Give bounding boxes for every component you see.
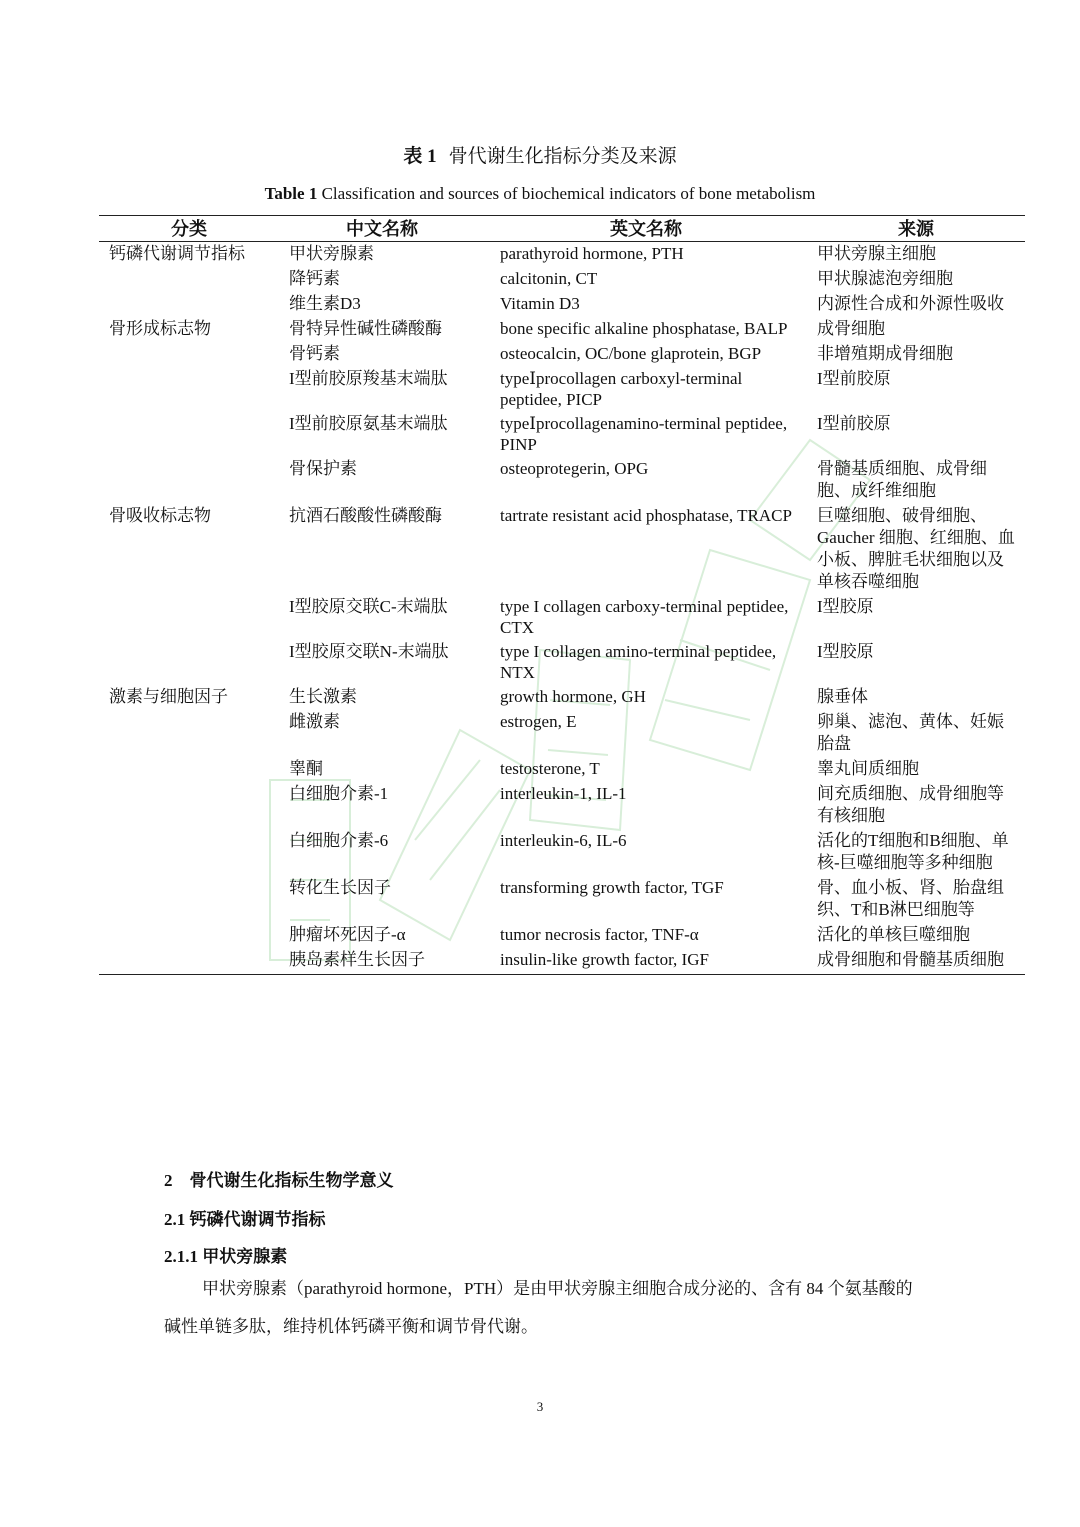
chinese-name-cell: I型前胶原羧基末端肽 (289, 369, 448, 388)
chinese-name-cell: 维生素D3 (289, 294, 361, 313)
category-cell (99, 292, 279, 317)
category-cell (99, 923, 279, 948)
source-cell: 非增殖期成骨细胞 (817, 344, 953, 363)
category-cell (99, 342, 279, 367)
table-row (99, 948, 1025, 975)
source-cell: 骨、血小板、肾、胎盘组织、T和B淋巴细胞等 (817, 878, 1004, 919)
table-caption-en (0, 184, 1080, 204)
category-cell: 骨形成标志物 (109, 319, 211, 338)
english-name-cell: typeⅠprocollagen carboxyl-terminal peptidee, PICP (500, 369, 743, 409)
source-cell: 活化的单核巨噬细胞 (817, 925, 970, 944)
table-row (99, 367, 1025, 412)
source-cell: 成骨细胞和骨髓基质细胞 (807, 948, 1025, 975)
english-name-cell: osteoprotegerin, OPG (500, 459, 649, 478)
english-name-cell: Vitamin D3 (500, 294, 580, 313)
table-row (99, 923, 1025, 948)
chinese-name-cell: 生长激素 (289, 687, 357, 706)
english-name-cell: transforming growth factor, TGF (500, 878, 724, 897)
source-cell: 腺垂体 (817, 687, 868, 706)
chinese-name-cell: 骨钙素 (289, 344, 340, 363)
source-cell: 骨髓基质细胞、成骨细胞、成纤维细胞 (817, 459, 987, 500)
table-row (99, 504, 1025, 595)
table-caption-cn (0, 141, 1080, 168)
table-row (99, 782, 1025, 829)
table-title-en: Classification and sources of biochemical indicators of bone metabolism (321, 184, 816, 203)
english-name-cell: parathyroid hormone, PTH (500, 244, 684, 263)
category-cell (99, 640, 279, 685)
category-cell (99, 710, 279, 757)
table-row (99, 412, 1025, 457)
table-header-row (99, 216, 1025, 242)
chinese-name-cell: 抗酒石酸酸性磷酸酶 (289, 506, 442, 525)
chinese-name-cell: 转化生长因子 (289, 878, 391, 897)
source-cell: 成骨细胞 (817, 319, 885, 338)
table-row (99, 757, 1025, 782)
english-name-cell: typeⅠprocollagenamino-terminal peptidee, PINP (500, 414, 788, 454)
category-cell (99, 457, 279, 504)
chinese-name-cell: I型胶原交联N-末端肽 (289, 642, 449, 661)
header-category: 分类 (99, 216, 279, 242)
table-row (99, 876, 1025, 923)
chinese-name-cell: 降钙素 (289, 269, 340, 288)
english-name-cell: type I collagen carboxy-terminal peptidee, CTX (500, 597, 789, 637)
category-cell (99, 948, 279, 975)
english-name-cell: interleukin-6, IL-6 (500, 831, 627, 850)
source-cell: I型前胶原 (817, 369, 891, 388)
source-cell: 睾丸间质细胞 (817, 759, 919, 778)
body-paragraph: 甲状旁腺素（parathyroid hormone，PTH）是由甲状旁腺主细胞合成分泌的、含有 84 个氨基酸的碱性单链多肽，维持机体钙磷平衡和调节骨代谢。 (164, 1279, 913, 1336)
chinese-name-cell: 胰岛素样生长因子 (279, 948, 485, 975)
source-cell: I型胶原 (817, 642, 874, 661)
header-chinese-name: 中文名称 (279, 216, 485, 242)
table-row (99, 317, 1025, 342)
category-cell (99, 757, 279, 782)
english-name-cell: type I collagen amino-terminal peptidee, NTX (500, 642, 777, 682)
classification-table (99, 215, 1025, 975)
english-name-cell: bone specific alkaline phosphatase, BALP (500, 319, 788, 338)
category-cell: 骨吸收标志物 (109, 506, 211, 525)
source-cell: 甲状旁腺主细胞 (817, 244, 936, 263)
chinese-name-cell: I型前胶原氨基末端肽 (289, 414, 448, 433)
source-cell: 巨噬细胞、破骨细胞、Gaucher 细胞、红细胞、血小板、脾脏毛状细胞以及单核吞噬细胞 (817, 506, 1015, 591)
english-name-cell: osteocalcin, OC/bone glaprotein, BGP (500, 344, 762, 363)
category-cell (99, 367, 279, 412)
header-source: 来源 (807, 216, 1025, 242)
chinese-name-cell: 睾酮 (289, 759, 323, 778)
chinese-name-cell: 骨特异性碱性磷酸酶 (289, 319, 442, 338)
table-row (99, 685, 1025, 710)
source-cell: 内源性合成和外源性吸收 (817, 294, 1004, 313)
category-cell: 激素与细胞因子 (109, 687, 228, 706)
english-name-cell: estrogen, E (500, 712, 577, 731)
source-cell: 甲状腺滤泡旁细胞 (817, 269, 953, 288)
table-row (99, 710, 1025, 757)
chinese-name-cell: 甲状旁腺素 (289, 244, 374, 263)
table-row (99, 342, 1025, 367)
category-cell (99, 267, 279, 292)
source-cell: 间充质细胞、成骨细胞等有核细胞 (817, 784, 1004, 825)
source-cell: 卵巢、滤泡、黄体、妊娠胎盘 (817, 712, 1004, 753)
english-name-cell: interleukin-1, IL-1 (500, 784, 627, 803)
table-row (99, 242, 1025, 268)
chinese-name-cell: I型胶原交联C-末端肽 (289, 597, 448, 616)
table-label-cn: 表 1 (403, 146, 437, 167)
english-name-cell: calcitonin, CT (500, 269, 598, 288)
category-cell (99, 412, 279, 457)
table-row (99, 457, 1025, 504)
category-cell: 钙磷代谢调节指标 (109, 244, 245, 263)
table-title-cn: 骨代谢生化指标分类及来源 (448, 146, 677, 167)
chinese-name-cell: 肿瘤坏死因子-α (289, 925, 406, 944)
english-name-cell: testosterone, T (500, 759, 600, 778)
chinese-name-cell: 白细胞介素-1 (289, 784, 389, 803)
category-cell (99, 876, 279, 923)
chinese-name-cell: 骨保护素 (289, 459, 357, 478)
english-name-cell: insulin-like growth factor, IGF (485, 948, 807, 975)
section-heading-2: 2 骨代谢生化指标生物学意义 (164, 1171, 394, 1190)
source-cell: I型前胶原 (817, 414, 891, 433)
table-row (99, 829, 1025, 876)
section-heading-2-1-1: 2.1.1 甲状旁腺素 (164, 1247, 288, 1266)
category-cell (99, 595, 279, 640)
table-row (99, 595, 1025, 640)
source-cell: 活化的T细胞和B细胞、单核-巨噬细胞等多种细胞 (817, 831, 1009, 872)
english-name-cell: tumor necrosis factor, TNF-α (500, 925, 699, 944)
page-number: 3 (536, 1399, 544, 1414)
english-name-cell: growth hormone, GH (500, 687, 646, 706)
source-cell: I型胶原 (817, 597, 874, 616)
category-cell (99, 829, 279, 876)
section-heading-2-1: 2.1 钙磷代谢调节指标 (164, 1210, 326, 1229)
category-cell (99, 782, 279, 829)
table-row (99, 267, 1025, 292)
table-row (99, 292, 1025, 317)
chinese-name-cell: 雌激素 (289, 712, 340, 731)
chinese-name-cell: 白细胞介素-6 (289, 831, 389, 850)
table-label-en: Table 1 (264, 184, 318, 203)
header-english-name: 英文名称 (485, 216, 807, 242)
english-name-cell: tartrate resistant acid phosphatase, TRACP (500, 506, 792, 525)
table-row (99, 640, 1025, 685)
